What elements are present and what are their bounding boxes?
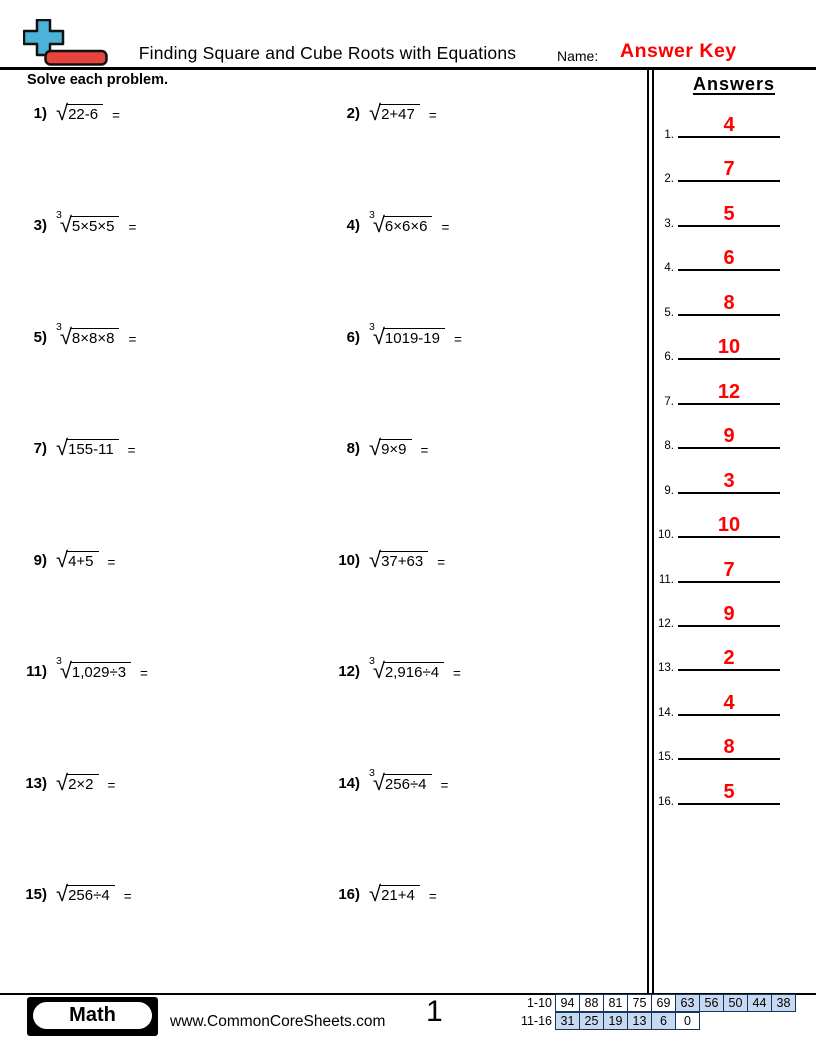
cube-index: 3	[369, 655, 375, 667]
answer-value: 6	[723, 247, 735, 269]
radical-sign: √	[369, 435, 382, 460]
page-title: Finding Square and Cube Roots with Equations	[138, 43, 517, 63]
problem-number: 12)	[338, 663, 360, 680]
radical-sign: √	[369, 100, 382, 125]
problem-4	[330, 209, 450, 237]
problem-1	[17, 100, 120, 125]
answer-value: 5	[723, 781, 735, 803]
answer-row-12	[650, 599, 786, 630]
problem-number: 4)	[346, 217, 360, 234]
answer-line	[678, 625, 780, 627]
cube-index: 3	[369, 767, 375, 779]
score-table	[518, 994, 796, 1030]
answer-row-15	[650, 732, 786, 763]
problem-number: 1)	[33, 105, 47, 122]
radical-expression	[56, 655, 131, 683]
radical-expression	[369, 321, 445, 349]
problem-number: 2)	[346, 105, 360, 122]
answer-row-1	[650, 110, 786, 141]
equals-sign: =	[420, 443, 429, 458]
score-cell: 19	[603, 1012, 628, 1030]
problem-number: 9)	[33, 552, 47, 569]
radical-sign: √	[56, 881, 69, 906]
answer-value: 10	[717, 336, 741, 358]
radicand: 2,916÷4	[383, 662, 444, 681]
answer-line	[678, 536, 780, 538]
problem-8	[330, 435, 429, 460]
radical-expression	[369, 655, 444, 683]
radicand: 4+5	[66, 551, 98, 570]
score-row-2	[518, 1012, 796, 1030]
name-value: Answer Key	[620, 40, 737, 62]
radical-expression	[369, 100, 420, 125]
radical-sign: √	[56, 435, 69, 460]
problem-3	[17, 209, 137, 237]
problem-15	[17, 881, 132, 906]
score-cell: 38	[771, 994, 796, 1012]
page-number: 1	[426, 995, 443, 1028]
answer-line	[678, 225, 780, 227]
answer-number: 9.	[664, 485, 674, 497]
radical-sign: √	[372, 324, 385, 349]
radical-sign: √	[56, 100, 69, 125]
radical-expression	[56, 547, 99, 572]
answer-value: 8	[723, 292, 735, 314]
answer-value: 10	[717, 514, 741, 536]
score-row-1	[518, 994, 796, 1012]
radical-sign: √	[59, 324, 72, 349]
equals-sign: =	[437, 555, 446, 570]
radical-sign: √	[369, 547, 382, 572]
answer-row-8	[650, 421, 786, 452]
radical-sign: √	[372, 212, 385, 237]
radicand: 9×9	[379, 439, 411, 458]
answer-number: 15.	[658, 751, 674, 763]
score-cell: 88	[579, 994, 604, 1012]
radical-sign: √	[372, 770, 385, 795]
score-cell: 25	[579, 1012, 604, 1030]
name-label: Name:	[557, 48, 599, 64]
answer-line	[678, 714, 780, 716]
radicand: 256÷4	[66, 885, 115, 904]
answer-line	[678, 358, 780, 360]
score-cell: 75	[627, 994, 652, 1012]
score-row-label: 11-16	[520, 1014, 552, 1028]
radical-expression	[369, 767, 432, 795]
cube-index: 3	[369, 209, 375, 221]
radicand: 155-11	[66, 439, 119, 458]
answer-row-13	[650, 643, 786, 674]
radical-expression	[369, 881, 420, 906]
radicand: 2×2	[66, 774, 98, 793]
problem-11	[17, 655, 148, 683]
answer-number: 5.	[664, 307, 674, 319]
equals-sign: =	[107, 555, 116, 570]
answer-row-7	[650, 377, 786, 408]
score-cell: 50	[723, 994, 748, 1012]
problem-9	[17, 547, 116, 572]
answer-row-11	[650, 555, 786, 586]
problem-number: 13)	[25, 775, 47, 792]
score-cell: 56	[699, 994, 724, 1012]
equals-sign: =	[441, 220, 450, 235]
radicand: 6×6×6	[383, 216, 433, 235]
answer-value: 4	[723, 692, 735, 714]
score-cell: 6	[651, 1012, 676, 1030]
problem-number: 10)	[338, 552, 360, 569]
equals-sign: =	[128, 220, 137, 235]
score-cell: 69	[651, 994, 676, 1012]
website-url: www.CommonCoreSheets.com	[170, 1013, 386, 1030]
answer-number: 2.	[664, 173, 674, 185]
radical-expression	[56, 435, 119, 460]
problem-10	[330, 547, 446, 572]
answer-line	[678, 581, 780, 583]
equals-sign: =	[428, 889, 437, 904]
radicand: 22-6	[66, 104, 103, 123]
answer-row-14	[650, 688, 786, 719]
answer-number: 7.	[664, 396, 674, 408]
answer-line	[678, 403, 780, 405]
answer-row-2	[650, 154, 786, 185]
answer-number: 16.	[658, 796, 674, 808]
problem-7	[17, 435, 136, 460]
equals-sign: =	[112, 108, 120, 123]
problem-2	[330, 100, 437, 125]
equals-sign: =	[128, 332, 137, 347]
header-divider	[0, 67, 816, 70]
cube-index: 3	[56, 655, 62, 667]
answer-value: 8	[723, 736, 735, 758]
cube-index: 3	[56, 209, 62, 221]
answer-value: 12	[717, 381, 741, 403]
equals-sign: =	[440, 778, 449, 793]
radical-sign: √	[59, 658, 72, 683]
radicand: 2+47	[379, 104, 420, 123]
problem-number: 11)	[26, 663, 47, 680]
answer-line	[678, 758, 780, 760]
answer-line	[678, 180, 780, 182]
radicand: 21+4	[379, 885, 420, 904]
problem-12	[330, 655, 461, 683]
radical-expression	[56, 321, 119, 349]
answer-number: 4.	[664, 262, 674, 274]
answer-number: 3.	[664, 218, 674, 230]
radical-sign: √	[369, 881, 382, 906]
answer-value: 7	[723, 158, 735, 180]
equals-sign: =	[127, 443, 136, 458]
answer-row-9	[650, 466, 786, 497]
answer-number: 6.	[664, 351, 674, 363]
equals-sign: =	[428, 108, 437, 123]
score-cell: 63	[675, 994, 700, 1012]
answer-line	[678, 136, 780, 138]
radical-sign: √	[56, 770, 69, 795]
answer-value: 3	[723, 470, 735, 492]
answer-value: 5	[723, 203, 735, 225]
radical-expression	[369, 435, 412, 460]
answer-row-4	[650, 243, 786, 274]
radical-expression	[369, 547, 428, 572]
score-row-label: 1-10	[526, 996, 552, 1010]
problem-6	[330, 321, 462, 349]
radicand: 37+63	[379, 551, 428, 570]
radical-expression	[56, 100, 103, 125]
radicand: 8×8×8	[70, 328, 120, 347]
answers-title: Answers	[692, 74, 776, 94]
problem-16	[330, 881, 437, 906]
cube-index: 3	[56, 321, 62, 333]
score-cell: 31	[555, 1012, 580, 1030]
score-cell: 0	[675, 1012, 700, 1030]
radical-expression	[56, 881, 115, 906]
problem-number: 15)	[25, 886, 47, 903]
problem-13	[17, 770, 116, 795]
answer-number: 11.	[658, 574, 674, 586]
radical-sign: √	[59, 212, 72, 237]
answer-value: 9	[723, 603, 735, 625]
answer-number: 12.	[658, 618, 674, 630]
radicand: 256÷4	[383, 774, 432, 793]
radicand: 5×5×5	[70, 216, 120, 235]
answer-number: 10.	[658, 529, 674, 541]
problem-number: 5)	[33, 329, 47, 346]
answer-number: 1.	[664, 129, 674, 141]
radicand: 1019-19	[383, 328, 445, 347]
score-cell: 81	[603, 994, 628, 1012]
problem-14	[330, 767, 449, 795]
answer-value: 2	[723, 647, 735, 669]
score-cell: 13	[627, 1012, 652, 1030]
answer-line	[678, 803, 780, 805]
answer-line	[678, 492, 780, 494]
radical-sign: √	[372, 658, 385, 683]
problem-number: 7)	[33, 440, 47, 457]
problem-number: 3)	[33, 217, 47, 234]
problem-number: 8)	[346, 440, 360, 457]
answer-line	[678, 447, 780, 449]
answer-number: 8.	[664, 440, 674, 452]
answer-row-5	[650, 288, 786, 319]
radical-expression	[369, 209, 432, 237]
math-badge	[27, 997, 158, 1036]
answer-line	[678, 669, 780, 671]
answer-value: 4	[723, 114, 735, 136]
answer-value: 7	[723, 559, 735, 581]
radical-expression	[56, 209, 119, 237]
problem-number: 16)	[338, 886, 360, 903]
answer-row-6	[650, 332, 786, 363]
radical-expression	[56, 770, 99, 795]
score-cell: 94	[555, 994, 580, 1012]
answer-number: 14.	[658, 707, 674, 719]
equals-sign: =	[123, 889, 132, 904]
answer-row-16	[650, 777, 786, 808]
math-badge-label: Math	[33, 1002, 152, 1029]
score-cell: 44	[747, 994, 772, 1012]
problem-number: 14)	[338, 775, 360, 792]
answer-row-10	[650, 510, 786, 541]
answer-number: 13.	[658, 662, 674, 674]
equals-sign: =	[107, 778, 116, 793]
answers-divider-line	[647, 67, 649, 993]
radicand: 1,029÷3	[70, 662, 131, 681]
answer-line	[678, 269, 780, 271]
problem-number: 6)	[346, 329, 360, 346]
instructions: Solve each problem.	[27, 72, 169, 88]
equals-sign: =	[453, 666, 461, 681]
cube-index: 3	[369, 321, 375, 333]
answer-line	[678, 314, 780, 316]
answer-row-3	[650, 199, 786, 230]
answer-value: 9	[723, 425, 735, 447]
problem-5	[17, 321, 137, 349]
equals-sign: =	[453, 332, 462, 347]
radical-sign: √	[56, 547, 69, 572]
equals-sign: =	[140, 666, 148, 681]
